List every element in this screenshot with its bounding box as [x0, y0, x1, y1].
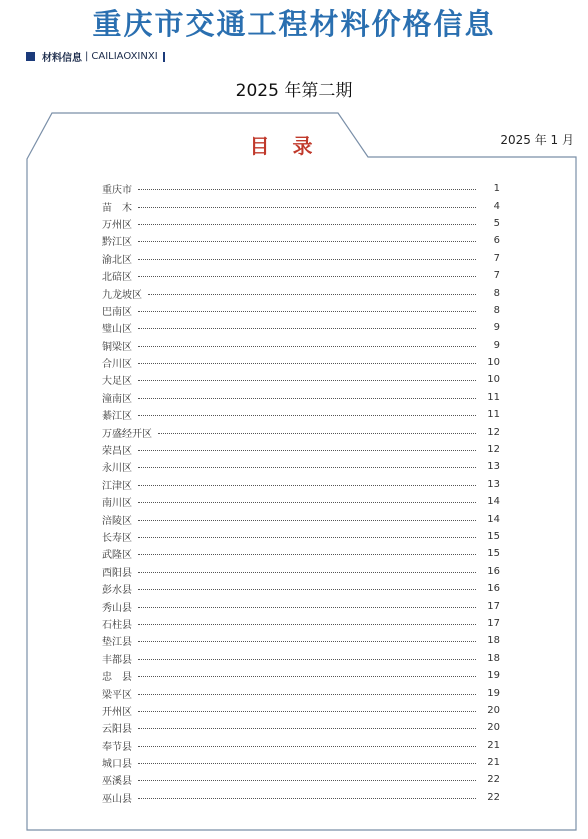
toc-entry-name: 梁平区 [102, 689, 132, 701]
toc-entry-name: 涪陵区 [102, 515, 132, 527]
page-title: 重庆市交通工程材料价格信息 [92, 7, 496, 41]
toc-entry[interactable] [102, 684, 500, 701]
toc-entry[interactable] [102, 580, 500, 597]
brand-line [26, 49, 165, 64]
toc-entry-page: 20 [487, 704, 500, 716]
toc-entry[interactable] [102, 702, 500, 719]
toc-entry-page: 22 [487, 791, 500, 803]
toc-entry-page: 12 [487, 426, 500, 438]
toc-entry-page: 8 [493, 287, 500, 299]
toc-entry-leader [158, 433, 476, 434]
toc-entry-name: 奉节县 [102, 741, 132, 753]
toc-entry-page: 10 [487, 374, 500, 386]
toc-entry-leader [138, 641, 476, 642]
brand-separator: | [85, 51, 89, 62]
toc-entry[interactable] [102, 493, 500, 510]
toc-entry-leader [138, 363, 476, 364]
toc-entry-leader [138, 485, 476, 486]
toc-entry-page: 21 [487, 739, 500, 751]
toc-entry-page: 18 [487, 652, 500, 664]
toc-entry[interactable] [102, 302, 500, 319]
toc-entry-leader [138, 763, 476, 764]
toc-entry-page: 1 [493, 183, 500, 195]
toc-entry[interactable] [102, 650, 500, 667]
brand-square-icon [26, 52, 35, 61]
toc-entry-leader [138, 467, 476, 468]
toc-entry-page: 10 [487, 357, 500, 369]
toc-entry[interactable] [102, 197, 500, 214]
toc-entry-leader [138, 241, 476, 242]
toc-entry-name: 大足区 [102, 376, 132, 388]
toc-entry[interactable] [102, 754, 500, 771]
toc-entry-leader [138, 624, 476, 625]
toc-entry-page: 11 [487, 391, 500, 403]
toc-entry-page: 19 [487, 687, 500, 699]
toc-entry-name: 苗 木 [102, 202, 132, 214]
toc-entry-page: 8 [493, 304, 500, 316]
toc-entry[interactable] [102, 771, 500, 788]
toc-entry-name: 巫山县 [102, 793, 132, 805]
toc-entry-page: 17 [487, 617, 500, 629]
toc-entry-page: 18 [487, 635, 500, 647]
toc-entry-leader [138, 798, 476, 799]
toc-entry[interactable] [102, 337, 500, 354]
toc-entry-name: 北碚区 [102, 272, 132, 284]
toc-entry-name: 万州区 [102, 219, 132, 231]
toc-entry-name: 九龙坡区 [102, 289, 142, 301]
toc-entry[interactable] [102, 545, 500, 562]
toc-entry-leader [138, 502, 476, 503]
toc-entry-name: 城口县 [102, 759, 132, 771]
toc-entry-page: 20 [487, 722, 500, 734]
toc-entry-name: 重庆市 [102, 185, 132, 197]
toc-entry[interactable] [102, 180, 500, 197]
toc-entry[interactable] [102, 737, 500, 754]
toc-heading: 目 录 [249, 134, 321, 158]
toc-entry-page: 21 [487, 757, 500, 769]
toc-entry[interactable] [102, 528, 500, 545]
toc-entry-name: 彭水县 [102, 585, 132, 597]
toc-entry[interactable] [102, 406, 500, 423]
toc-entry-name: 云阳县 [102, 724, 132, 736]
toc-entry-leader [138, 346, 476, 347]
toc-entry-name: 酉阳县 [102, 567, 132, 579]
toc-entry-leader [138, 224, 476, 225]
toc-entry-leader [138, 398, 476, 399]
toc-entry-name: 铜梁区 [102, 341, 132, 353]
toc-entry[interactable] [102, 615, 500, 632]
toc-entry-page: 15 [487, 548, 500, 560]
toc-entry-leader [138, 450, 476, 451]
toc-entry-page: 9 [493, 322, 500, 334]
toc-entry[interactable] [102, 389, 500, 406]
toc-entry-name: 巴南区 [102, 306, 132, 318]
toc-entry[interactable] [102, 597, 500, 614]
toc-entry[interactable] [102, 319, 500, 336]
toc-entry-page: 16 [487, 583, 500, 595]
toc-entry-name: 武隆区 [102, 550, 132, 562]
toc-entry[interactable] [102, 563, 500, 580]
toc-entry-leader [138, 780, 476, 781]
toc-entry-leader [138, 259, 476, 260]
toc-entry-leader [138, 711, 476, 712]
toc-entry-page: 12 [487, 444, 500, 456]
toc-entry-name: 忠 县 [102, 672, 132, 684]
toc-entry-name: 秀山县 [102, 602, 132, 614]
toc-entry-leader [138, 746, 476, 747]
toc-entry-name: 长寿区 [102, 533, 132, 544]
brand-bar-icon [163, 52, 165, 62]
toc-entry-name: 璧山区 [102, 324, 132, 336]
toc-entry[interactable] [102, 371, 500, 388]
toc-entry-name: 永川区 [102, 463, 132, 475]
toc-entry-page: 14 [487, 496, 500, 508]
toc-entry[interactable] [102, 267, 500, 284]
toc-entry-page: 6 [493, 235, 500, 247]
toc-entry[interactable] [102, 250, 500, 267]
toc-entry-page: 9 [493, 339, 500, 351]
toc-entry-leader [138, 589, 476, 590]
toc-entry-leader [138, 520, 476, 521]
toc-entry[interactable] [102, 441, 500, 458]
toc-entry-name: 荣昌区 [102, 446, 132, 458]
toc-entry[interactable] [102, 510, 500, 527]
issue-number: 2025 年第二期 [235, 81, 353, 101]
toc-entry-leader [138, 694, 476, 695]
toc-entry-name: 巫溪县 [102, 776, 132, 788]
toc-entry-page: 13 [487, 478, 500, 490]
toc-entry-page: 19 [487, 670, 500, 682]
toc-entry-page: 17 [487, 600, 500, 612]
toc-entry-page: 5 [493, 217, 500, 229]
toc-entry[interactable] [102, 354, 500, 371]
toc-entry-leader [138, 607, 476, 608]
toc-entry-name: 石柱县 [102, 619, 132, 631]
publish-date: 2025 年 1 月 [500, 133, 574, 147]
toc-entry-page: 7 [493, 252, 500, 264]
toc-entry[interactable] [102, 719, 500, 736]
toc-entry-page: 7 [493, 270, 500, 282]
toc-entry-name: 潼南区 [102, 393, 132, 405]
toc-entry-leader [138, 276, 476, 277]
toc-entry-name: 南川区 [102, 498, 132, 510]
toc-entry-page: 15 [487, 531, 500, 542]
toc-entry-name: 江津区 [102, 480, 132, 492]
toc-entry-name: 綦江区 [102, 411, 132, 423]
toc-entry-leader [138, 207, 476, 208]
toc-entry-name: 黔江区 [102, 237, 132, 249]
toc-entry[interactable] [102, 284, 500, 301]
toc-entry-leader [138, 537, 476, 538]
toc-entry-page: 22 [487, 774, 500, 786]
toc-entry-leader [138, 311, 476, 312]
toc-entry-leader [138, 380, 476, 381]
toc-entry-name: 渝北区 [102, 254, 132, 266]
toc-entry[interactable] [102, 667, 500, 684]
toc-list [102, 180, 500, 806]
toc-entry[interactable] [102, 632, 500, 649]
toc-entry-leader [138, 415, 476, 416]
toc-entry[interactable] [102, 789, 500, 806]
toc-entry-name: 合川区 [102, 359, 132, 371]
toc-entry-leader [138, 189, 476, 190]
toc-entry-leader [138, 554, 476, 555]
toc-entry-name: 万盛经开区 [102, 428, 152, 440]
toc-entry-leader [138, 728, 476, 729]
toc-entry-name: 丰都县 [102, 654, 132, 666]
toc-entry-page: 16 [487, 565, 500, 577]
toc-entry-name: 开州区 [102, 706, 132, 718]
toc-entry[interactable] [102, 215, 500, 232]
toc-entry-name: 垫江县 [102, 637, 132, 649]
toc-entry[interactable] [102, 232, 500, 249]
toc-entry-leader [138, 676, 476, 677]
toc-entry-page: 14 [487, 513, 500, 525]
toc-entry-leader [138, 572, 476, 573]
toc-entry-page: 13 [487, 461, 500, 473]
toc-entry-leader [148, 294, 476, 295]
toc-entry-page: 11 [487, 409, 500, 421]
toc-entry[interactable] [102, 423, 500, 440]
toc-entry-leader [138, 659, 476, 660]
toc-entry[interactable] [102, 458, 500, 475]
toc-entry[interactable] [102, 476, 500, 493]
toc-entry-leader [138, 328, 476, 329]
brand-pinyin: CAILIAOXINXI [91, 51, 158, 62]
toc-entry-page: 4 [493, 200, 500, 212]
brand-name: 材料信息 [42, 53, 82, 64]
